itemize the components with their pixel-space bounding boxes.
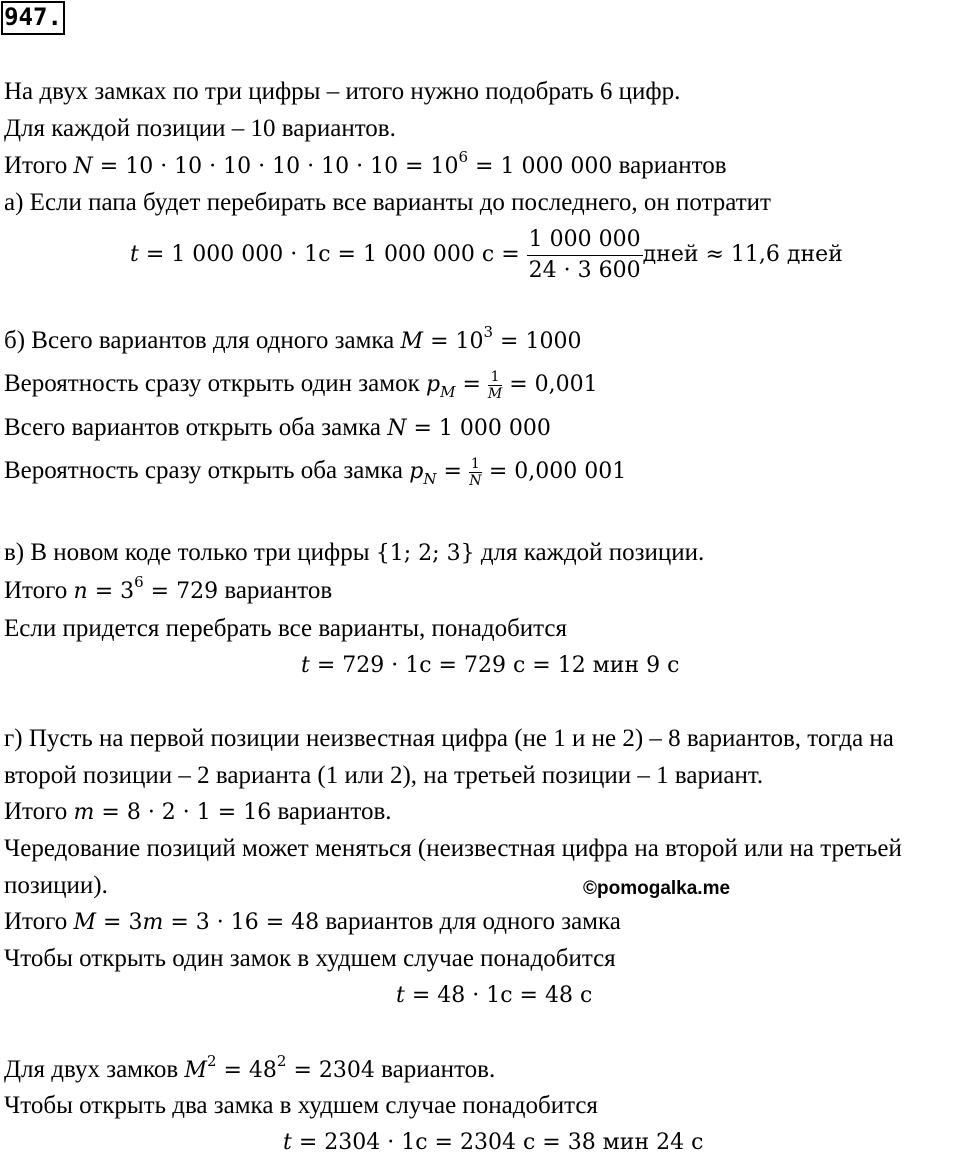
part-g-line-6-math-2: = 3 · 16 = 48 [163, 910, 320, 935]
part-v-line-2-math: = 3 [87, 579, 135, 604]
part-g-formula-2-math: = 2304 · 1с = 2304 с = 38 мин 24 с [291, 1130, 704, 1155]
watermark-text: ©pomogalka.me [583, 878, 731, 899]
part-g-line-5: позиции). [4, 872, 108, 899]
part-v-var-t: t [301, 653, 310, 678]
intro-exponent: 6 [458, 148, 469, 166]
intro-line-3 [4, 148, 727, 182]
intro-result: = 1 000 000 [468, 154, 613, 179]
intro-line-1: На двух замках по три цифры – итого нужно подобрать 6 цифр. [4, 78, 681, 105]
part-g-line-1: г) Пусть на первой позиции неизвестная цифра (не 1 и не 2) – 8 вариантов, тогда на [4, 725, 894, 752]
part-b-line-4 [4, 452, 626, 491]
part-g-line-6-math-1: = 3 [96, 910, 143, 935]
part-b-line-3-text: Всего вариантов открыть оба замка [4, 414, 388, 441]
part-a-formula-right: дней ≈ 11,6 дней [642, 242, 843, 267]
part-a-fraction-denominator: 24 · 3 600 [528, 257, 641, 283]
part-b-fraction-1-num: 1 [488, 369, 502, 386]
part-g-var-big-m: M [73, 910, 97, 935]
part-v-formula-math: = 729 · 1с = 729 с = 12 мин 9 с [309, 653, 680, 678]
part-g-line-7: Чтобы открыть один замок в худшем случае понадобится [4, 945, 616, 972]
intro-var-n: N [73, 154, 93, 179]
part-b-fraction-2 [469, 456, 482, 489]
part-v-line-1-tail: для каждой позиции. [474, 539, 705, 566]
part-v-line-1-text: в) В новом коде только три цифры [4, 539, 376, 566]
part-v-line-2-text: Итого [4, 577, 74, 604]
part-g-formula-1-math: = 48 · 1с = 48 с [404, 983, 593, 1008]
part-b-line-3 [4, 413, 551, 444]
intro-product: = 10 · 10 · 10 · 10 · 10 · 10 = 10 [92, 154, 459, 179]
problem-number: 947. [1, 1, 65, 35]
part-g-line-8-suffix: вариантов. [374, 1056, 496, 1083]
part-b-sub-m: M [440, 383, 456, 401]
part-b-line-4-eq: = [436, 459, 469, 484]
part-b-fraction-1-den: M [487, 385, 503, 402]
part-g-line-6 [4, 907, 621, 938]
part-v-line-3: Если придется перебрать все варианты, понадобится [4, 615, 567, 642]
part-g-line-4: Чередование позиций может меняться (неизвестная цифра на второй или на третьей [4, 835, 902, 862]
part-b-var-p2: p [409, 459, 424, 484]
part-g-line-8-exp-1: 2 [206, 1052, 217, 1070]
part-g-line-3-math: = 8 · 2 · 1 = 16 [94, 800, 272, 825]
part-b-line-1-text: б) Всего вариантов для одного замка [4, 327, 401, 354]
part-b-line-2-eq: = [455, 372, 488, 397]
part-b-fraction-1 [488, 369, 502, 402]
part-g-line-6-text: Итого [4, 908, 74, 935]
part-g-line-6-suffix: вариантов для одного замка [319, 908, 621, 935]
part-b-line-2 [4, 365, 598, 404]
part-g-var-m-2: m [142, 910, 164, 935]
part-a-formula [130, 224, 843, 286]
part-v-exponent: 6 [134, 573, 144, 591]
part-a-formula-left: = 1 000 000 · 1с = 1 000 000 с = [138, 242, 527, 267]
part-g-line-8-text: Для двух замков [4, 1056, 185, 1083]
part-g-line-8-math: = 48 [216, 1058, 277, 1083]
part-g-line-9: Чтобы открыть два замка в худшем случае понадобится [4, 1092, 598, 1119]
part-v-line-2-result: = 729 [143, 579, 219, 604]
part-b-line-1 [4, 323, 582, 357]
intro-line-3-suffix: вариантов [612, 152, 727, 179]
part-v-line-2 [4, 573, 333, 607]
part-a-fraction [527, 225, 643, 286]
part-b-var-m: M [400, 329, 424, 354]
part-g-line-3-text: Итого [4, 798, 74, 825]
part-b-fraction-2-num: 1 [470, 455, 480, 472]
part-v-digit-set: {1; 2; 3} [375, 541, 475, 566]
part-a-var-t: t [130, 242, 139, 267]
part-g-line-8-exp-2: 2 [276, 1052, 287, 1070]
part-g-line-8 [4, 1052, 496, 1086]
part-g-line-8-result: = 2304 [286, 1058, 375, 1083]
part-v-line-1 [4, 538, 704, 569]
part-b-exponent: 3 [483, 323, 494, 341]
part-g-formula-2-var: t [283, 1130, 292, 1155]
part-b-fraction-2-den: N [469, 472, 482, 489]
part-b-line-4-text: Вероятность сразу открыть оба замка [4, 457, 410, 484]
part-a-text: а) Если папа будет перебирать все варианты до последнего, он потратит [4, 189, 771, 216]
part-b-line-2-result: = 0,001 [502, 372, 598, 397]
part-b-line-1-result: = 1000 [493, 329, 582, 354]
part-b-var-n: N [387, 416, 407, 441]
part-a-fraction-numerator: 1 000 000 [527, 225, 643, 256]
part-g-formula-1 [396, 980, 592, 1011]
part-v-formula [301, 650, 679, 681]
part-b-var-p: p [426, 372, 441, 397]
part-g-formula-1-var: t [396, 983, 405, 1008]
part-b-line-1-math: = 10 [423, 329, 484, 354]
part-g-line-2: второй позиции – 2 варианта (1 или 2), на третьей позиции – 1 вариант. [4, 762, 764, 789]
part-b-line-3-result: = 1 000 000 [406, 416, 551, 441]
part-g-line-3 [4, 797, 392, 828]
part-g-formula-2 [283, 1127, 703, 1158]
part-b-line-2-text: Вероятность сразу открыть один замок [4, 370, 426, 397]
part-g-line-8-var: M [184, 1058, 207, 1083]
intro-line-2: Для каждой позиции – 10 вариантов. [4, 115, 396, 142]
part-b-line-4-result: = 0,000 001 [481, 459, 627, 484]
part-v-var-n: n [73, 579, 88, 604]
part-g-var-m: m [73, 800, 95, 825]
part-v-line-2-suffix: вариантов [218, 577, 333, 604]
part-b-sub-n: N [423, 470, 437, 488]
intro-line-3-prefix: Итого [4, 152, 74, 179]
part-g-line-3-suffix: вариантов. [271, 798, 392, 825]
